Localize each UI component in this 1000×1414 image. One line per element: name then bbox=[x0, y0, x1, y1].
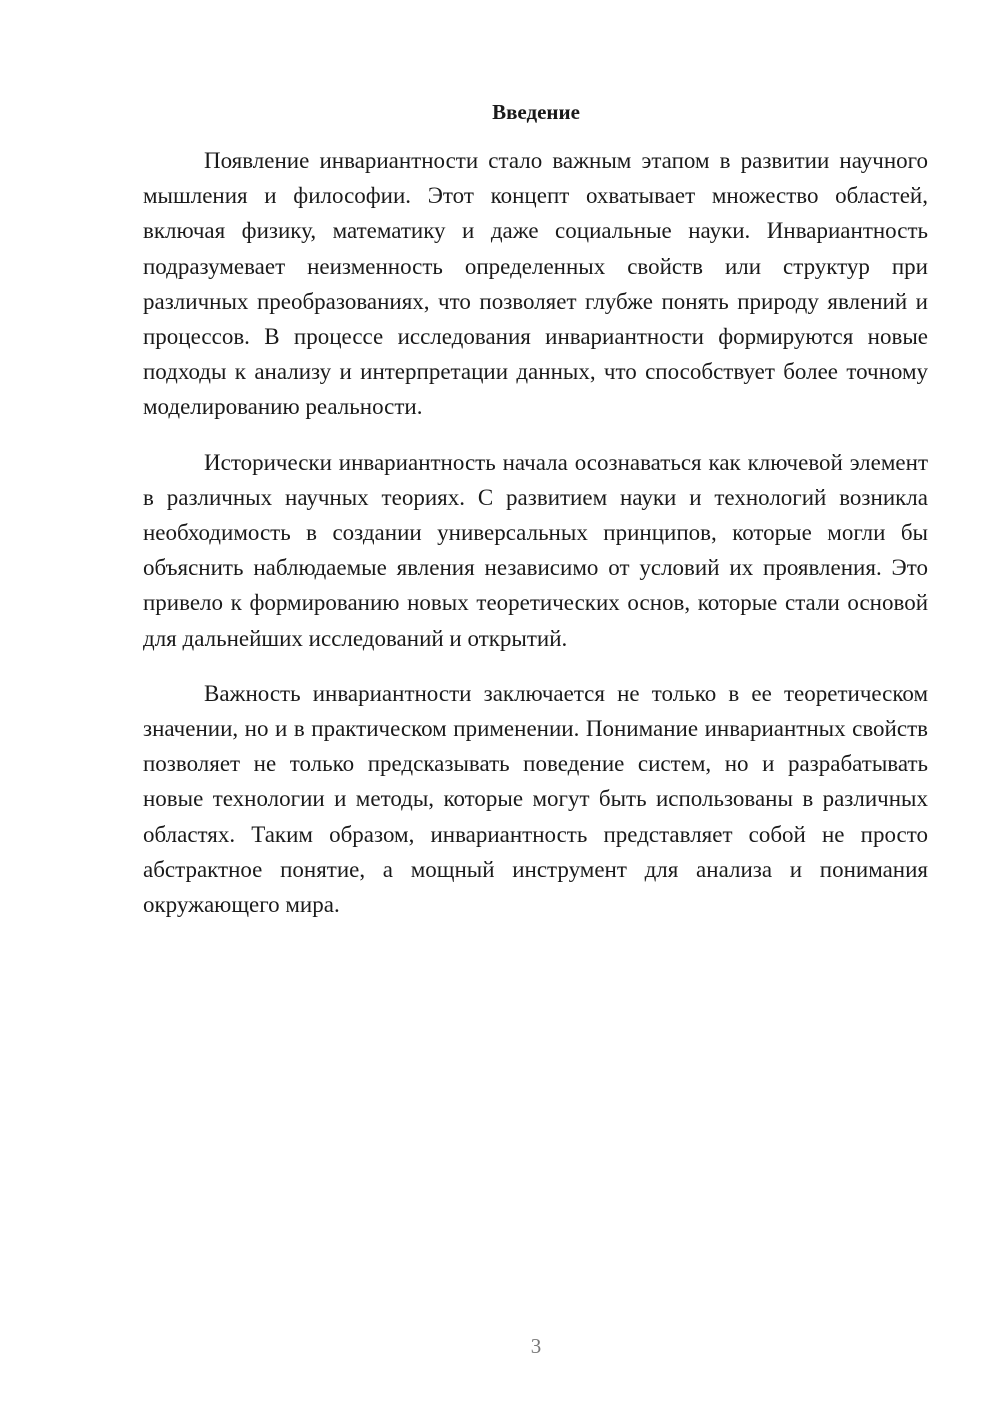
page-number: 3 bbox=[530, 1334, 542, 1358]
section-heading: Введение bbox=[492, 100, 580, 124]
paragraph-3: Важность инвариантности заключается не только в ее теоретическом значении, но и в практическом применении. Понимание инвариантных свойств позволяет не только предсказывать поведение систем, но и разрабатывать новые технологии и методы, которые могут быть использованы в различных областях. Таким образом, инвариантность представляет собой не просто абстрактное понятие, а мощный инструмент для анализа и понимания окружающего мира. bbox=[143, 680, 928, 918]
paragraph-2: Исторически инвариантность начала осознаваться как ключевой элемент в различных научных теориях. С развитием науки и технологий возникла необходимость в создании универсальных принципов, которые могли бы объяснить наблюдаемые явления независимо от условий их проявления. Это привело к формированию новых теоретических основ, которые стали основой для дальнейших исследований и открытий. bbox=[143, 449, 928, 651]
paragraph-1: Появление инвариантности стало важным этапом в развитии научного мышления и философии. Этот концепт охватывает множество областей, включая физику, математику и даже социальные науки. Инвариантность подразумевает неизменность определенных свойств или структур при различных преобразованиях, что позволяет глубже понять природу явлений и процессов. В процессе исследования инвариантности формируются новые подходы к анализу и интерпретации данных, что способствует более точному моделированию реальности. bbox=[143, 148, 928, 420]
body-text bbox=[143, 143, 928, 942]
